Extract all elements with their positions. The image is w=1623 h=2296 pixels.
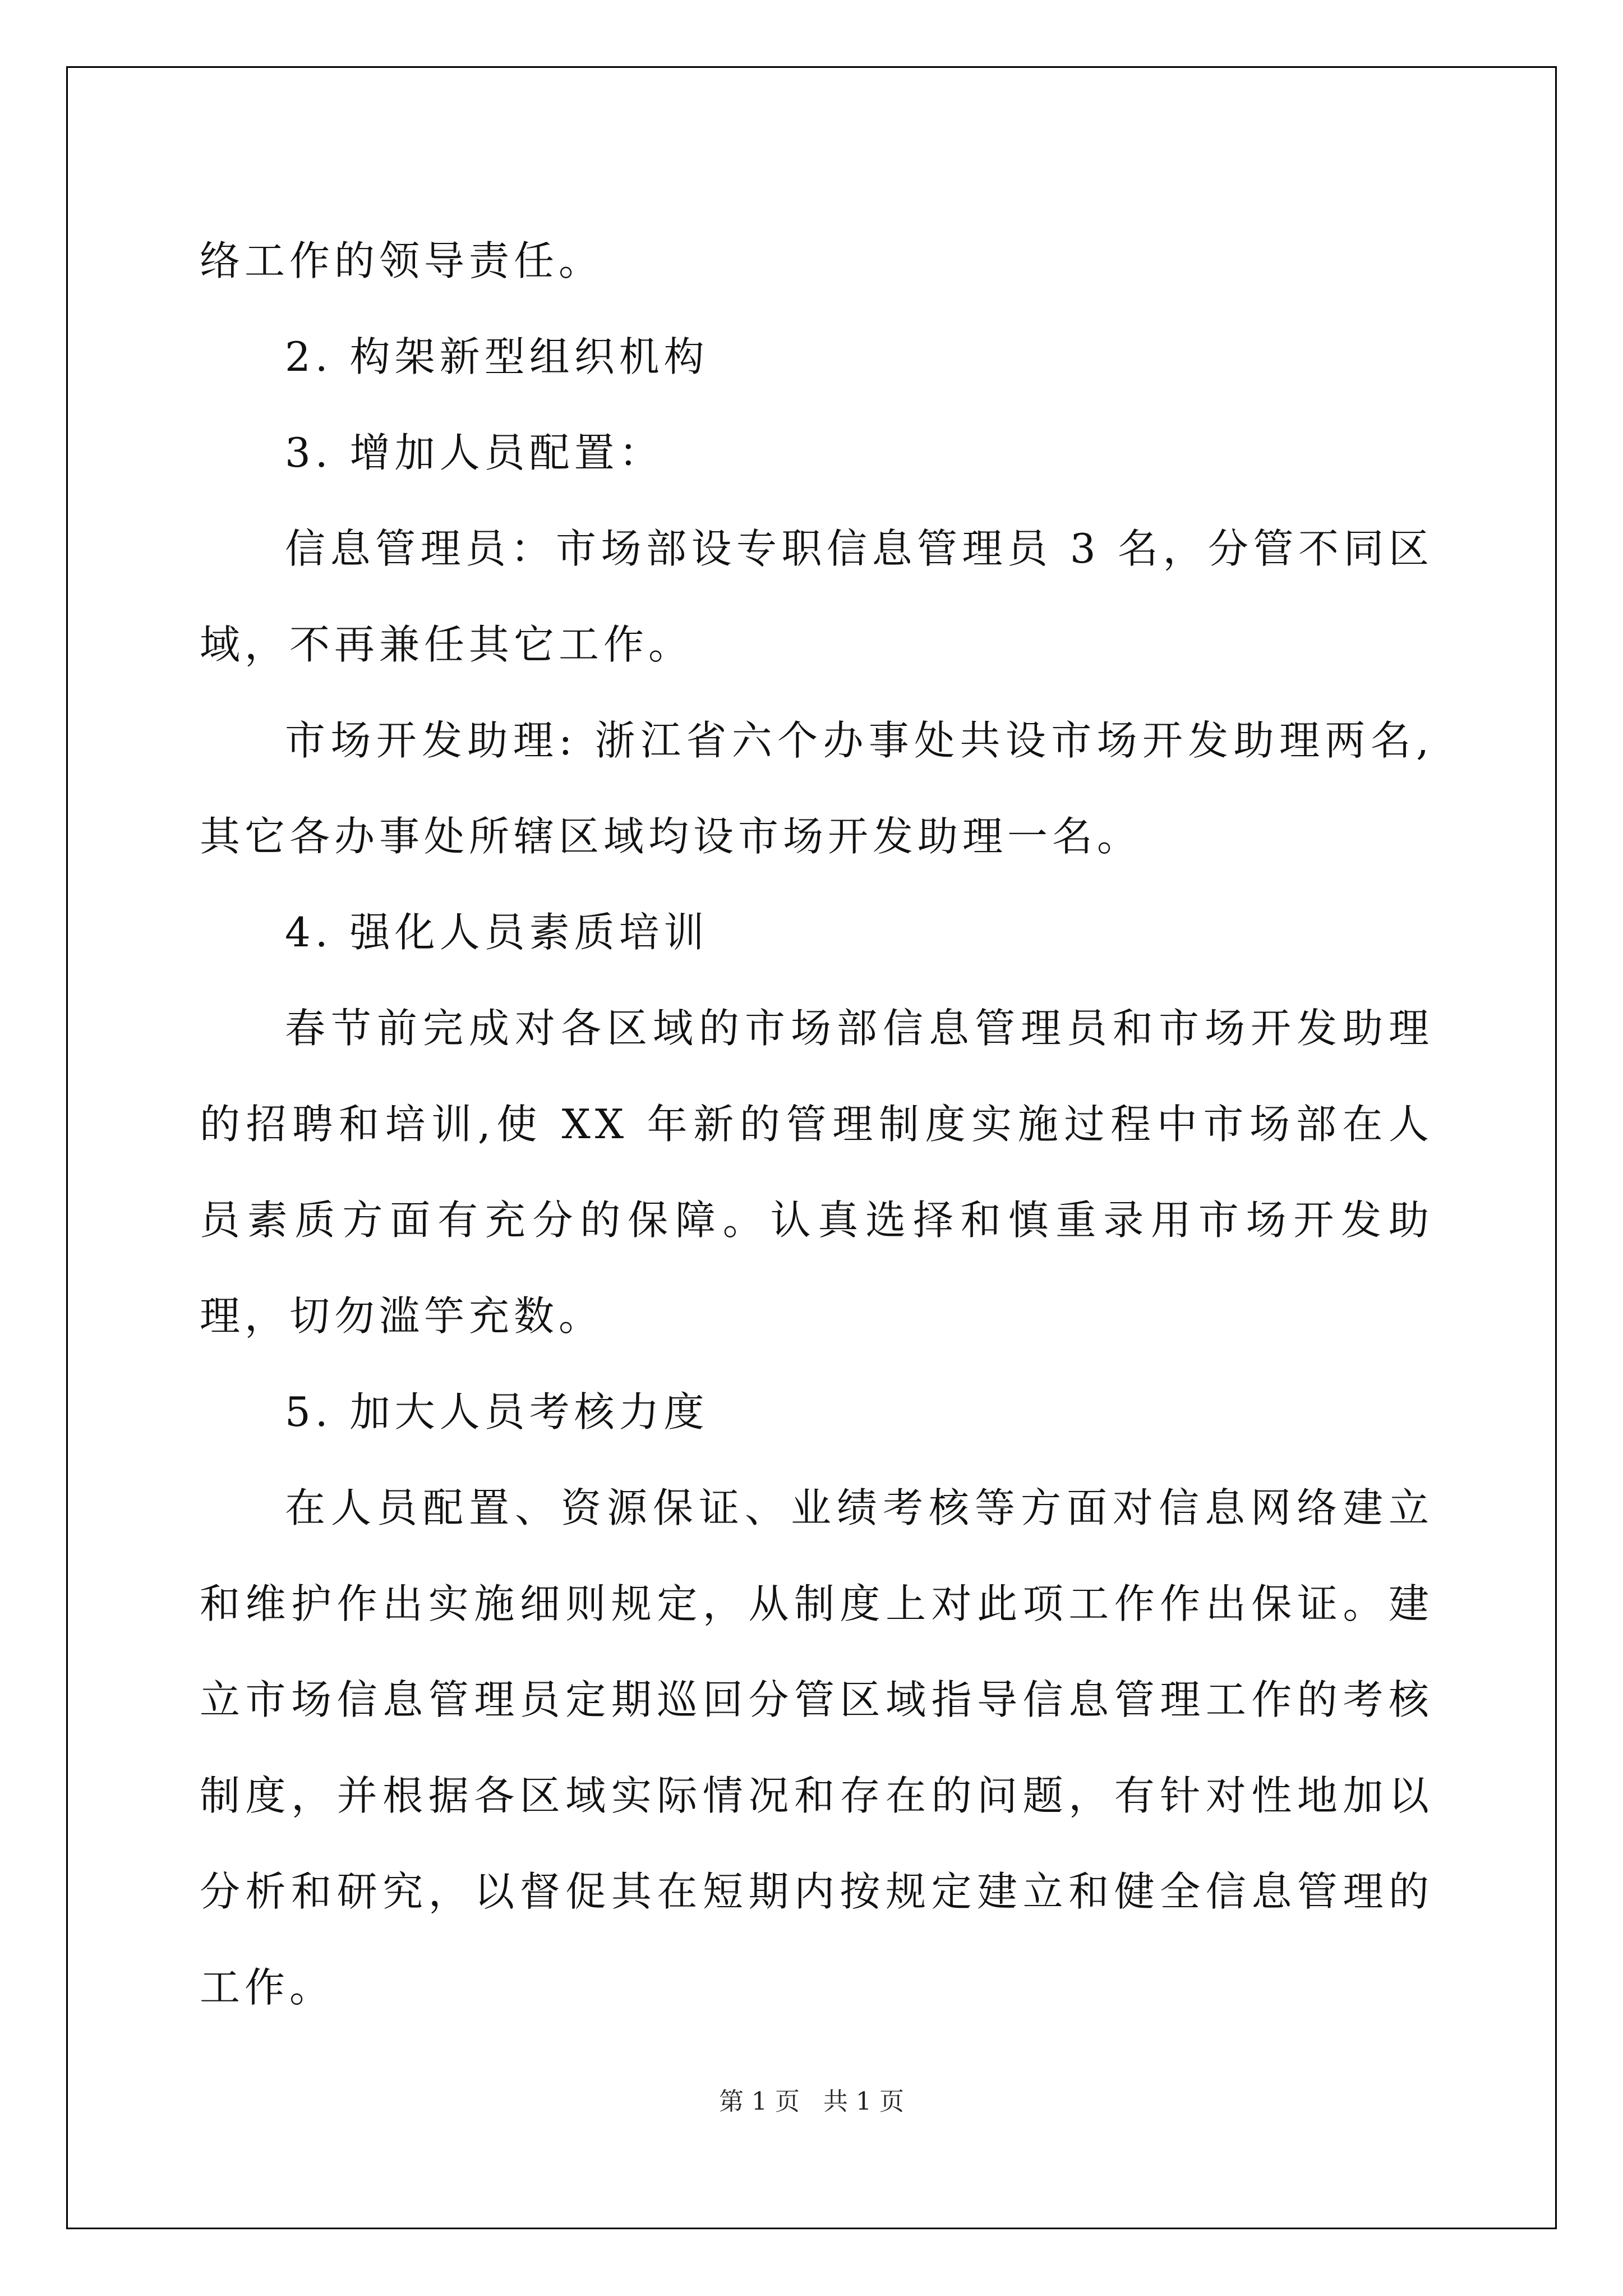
paragraph-market-assistant: 市场开发助理: 浙江省六个办事处共设市场开发助理两名,其它各办事处所辖区域均设市场开发助理一名。: [200, 717, 1433, 860]
document-body: [200, 213, 1433, 2036]
paragraph-training: 春节前完成对各区域的市场部信息管理员和市场开发助理的招聘和培训,使 XX 年新的管理制度实施过程中市场部在人员素质方面有充分的保障。认真选择和慎重录用市场开发助理，切勿滥竽充数。: [200, 1005, 1433, 1340]
heading-4: 4. 强化人员素质培训: [285, 909, 709, 956]
paragraph-info-manager: 信息管理员：市场部设专职信息管理员 3 名，分管不同区域，不再兼任其它工作。: [200, 525, 1433, 668]
paragraph-assessment: 在人员配置、资源保证、业绩考核等方面对信息网络建立和维护作出实施细则规定，从制度上对此项工作作出保证。建立市场信息管理员定期巡回分管区域指导信息管理工作的考核制度，并根据各区域实际情况和存在的问题，有针对性地加以分析和研究，以督促其在短期内按规定建立和健全信息管理的工作。: [200, 1484, 1433, 2011]
heading-3: 3. 增加人员配置：: [285, 429, 664, 476]
heading-5: 5. 加大人员考核力度: [285, 1388, 709, 1435]
page-footer: 第 1 页 共 1 页: [719, 2087, 904, 2116]
heading-2: 2. 构架新型组织机构: [285, 333, 709, 380]
paragraph-1: 络工作的领导责任。: [200, 237, 604, 284]
